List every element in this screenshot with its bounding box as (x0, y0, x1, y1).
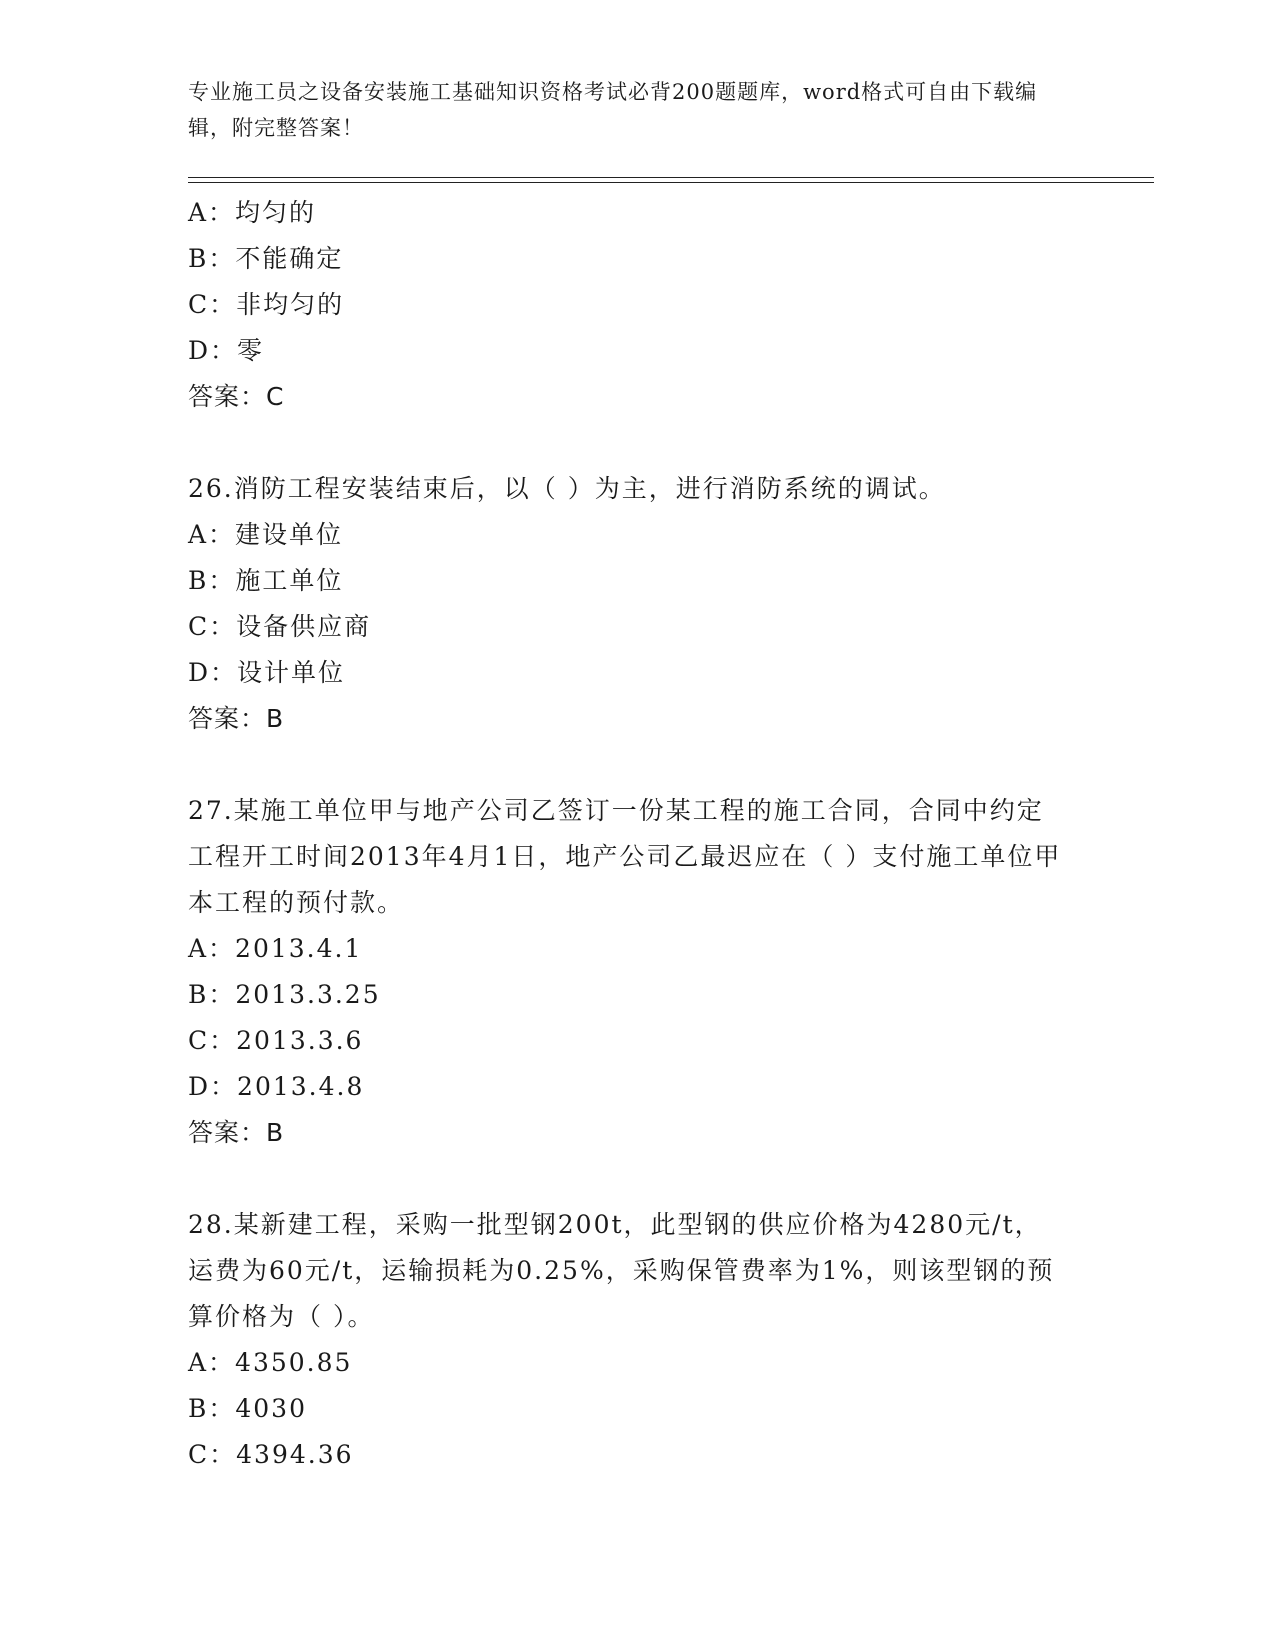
spacer (188, 420, 1068, 466)
spacer (188, 742, 1068, 788)
option-b: B：4030 (188, 1394, 307, 1423)
option-c: C：4394.36 (188, 1440, 354, 1469)
document-header: 专业施工员之设备安装施工基础知识资格考试必背200题题库，word格式可自由下载编辑，附完整答案！ (188, 80, 1038, 140)
option-b: B：2013.3.25 (188, 980, 381, 1009)
question-25 (188, 190, 1068, 420)
option-b: B：不能确定 (188, 244, 344, 273)
option-c: C：设备供应商 (188, 612, 372, 641)
option-d: D：设计单位 (188, 658, 346, 687)
answer-line: 答案：B (188, 704, 285, 733)
header-divider-top (188, 177, 1154, 178)
option-d: D：2013.4.8 (188, 1072, 365, 1101)
question-stem: 28.某新建工程，采购一批型钢200t，此型钢的供应价格为4280元/t，运费为60元/t，运输损耗为0.25%，采购保管费率为1%，则该型钢的预算价格为（ ）。 (188, 1210, 1055, 1331)
answer-line: 答案：B (188, 1118, 285, 1147)
question-stem: 26.消防工程安装结束后，以（ ）为主，进行消防系统的调试。 (188, 474, 946, 503)
question-26 (188, 466, 1068, 742)
option-a: A：均匀的 (188, 198, 317, 227)
option-a: A：4350.85 (188, 1348, 353, 1377)
option-a: A：建设单位 (188, 520, 344, 549)
header-divider-bottom (188, 182, 1154, 183)
answer-line: 答案：C (188, 382, 285, 411)
question-27 (188, 788, 1068, 1156)
option-d: D：零 (188, 336, 265, 365)
spacer (188, 1156, 1068, 1202)
option-c: C：2013.3.6 (188, 1026, 364, 1055)
question-28 (188, 1202, 1068, 1478)
question-list (188, 190, 1068, 1478)
option-b: B：施工单位 (188, 566, 344, 595)
option-a: A：2013.4.1 (188, 934, 363, 963)
question-stem: 27.某施工单位甲与地产公司乙签订一份某工程的施工合同，合同中约定工程开工时间2013年4月1日，地产公司乙最迟应在（ ）支付施工单位甲本工程的预付款。 (188, 796, 1062, 917)
option-c: C：非均匀的 (188, 290, 345, 319)
